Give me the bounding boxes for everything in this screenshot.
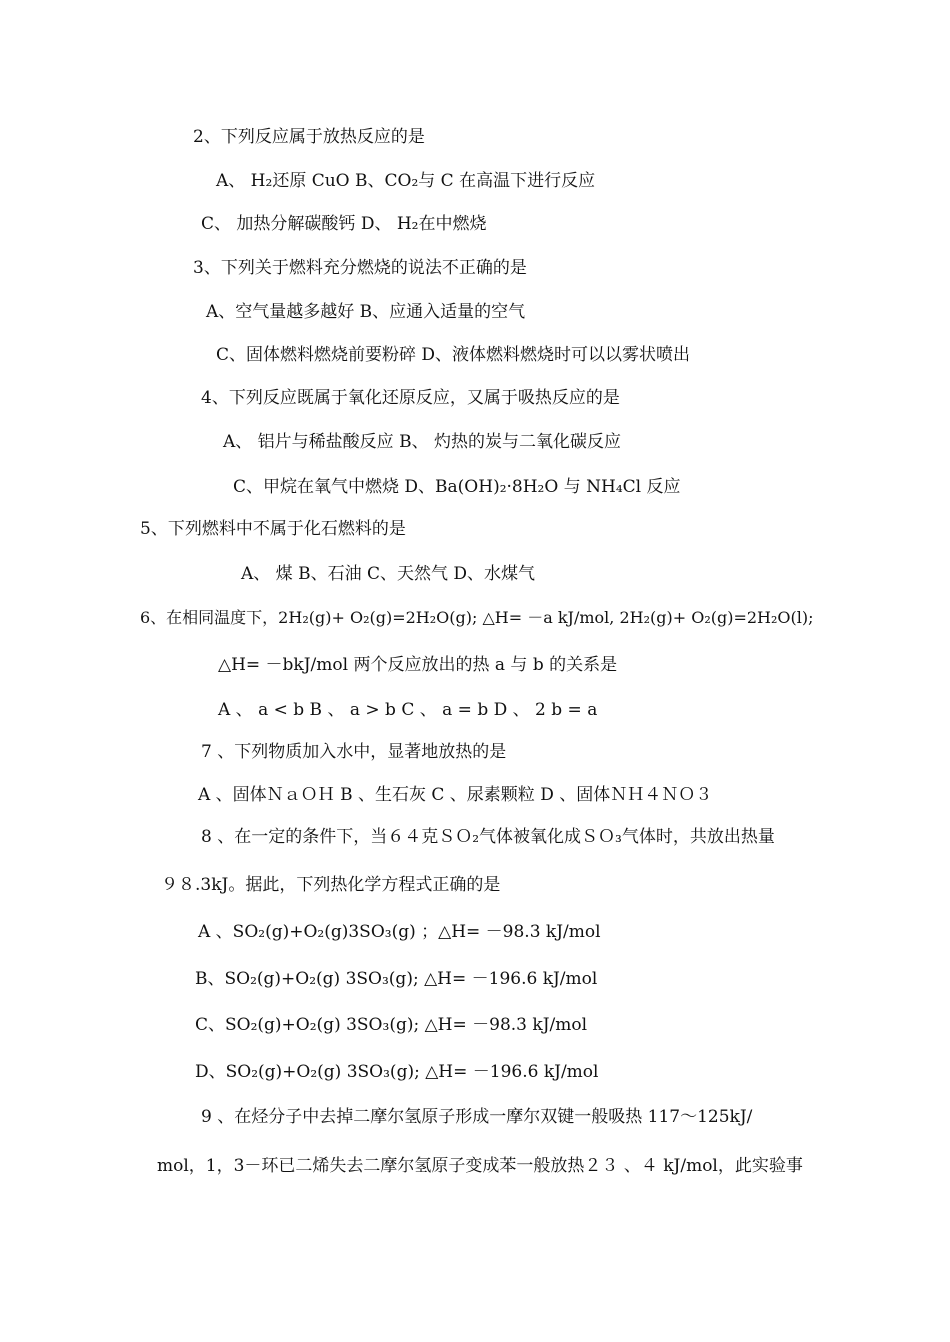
question-8-option-b: B、SO₂(g)+O₂(g) 3SO₃(g); △H= －196.6 kJ/mol (195, 969, 598, 989)
question-5-options: A、 煤 B、石油 C、天然气 D、水煤气 (241, 564, 536, 584)
question-4-options-cd: C、甲烷在氧气中燃烧 D、Ba(OH)₂·8H₂O 与 NH₄Cl 反应 (233, 477, 681, 497)
question-7-options: A 、固体ＮａＯＨ B 、生石灰 C 、尿素颗粒 D 、固体ＮＨ４ＮＯ３ (198, 785, 713, 805)
question-6-options: A 、 a < b B 、 a > b C 、 a = b D 、 2 b = a (218, 700, 598, 720)
question-5: 5、下列燃料中不属于化石燃料的是 (140, 519, 406, 539)
question-4: 4、下列反应既属于氧化还原反应，又属于吸热反应的是 (201, 388, 620, 408)
question-3: 3、下列关于燃料充分燃烧的说法不正确的是 (193, 258, 527, 278)
question-8-option-c: C、SO₂(g)+O₂(g) 3SO₃(g); △H= －98.3 kJ/mol (195, 1015, 588, 1035)
question-9: 9 、在烃分子中去掉二摩尔氢原子形成一摩尔双键一般吸热 117～125kJ/ (201, 1107, 753, 1127)
question-4-options-ab: A、 铝片与稀盐酸反应 B、 灼热的炭与二氧化碳反应 (223, 432, 621, 452)
question-9-continued: mol，1，3－环已二烯失去二摩尔氢原子变成苯一般放热２３ 、４ kJ/mol，此实验事 (157, 1156, 803, 1176)
question-3-options-cd: C、固体燃料燃烧前要粉碎 D、液体燃料燃烧时可以以雾状喷出 (216, 345, 691, 365)
question-7: 7 、下列物质加入水中，显著地放热的是 (201, 742, 507, 762)
question-8-continued: ９８.3kJ。据此，下列热化学方程式正确的是 (161, 875, 501, 895)
question-3-options-ab: A、空气量越多越好 B、应通入适量的空气 (206, 302, 526, 322)
question-2-options-cd: C、 加热分解碳酸钙 D、 H₂在中燃烧 (201, 214, 487, 234)
question-6: 6、在相同温度下，2H₂(g)+ O₂(g)=2H₂O(g); △H= －a kJ/mol, 2H₂(g)+ O₂(g)=2H₂O(l); (140, 608, 814, 627)
question-2: 2、下列反应属于放热反应的是 (193, 127, 425, 147)
question-8-option-a: A 、SO₂(g)+O₂(g)3SO₃(g) ；△H= －98.3 kJ/mol (198, 922, 601, 942)
question-6-continued: △H= －bkJ/mol 两个反应放出的热 a 与 b 的关系是 (218, 655, 618, 675)
question-8-option-d: D、SO₂(g)+O₂(g) 3SO₃(g); △H= －196.6 kJ/mol (195, 1062, 599, 1082)
question-8: 8 、在一定的条件下，当６４克ＳＯ₂气体被氧化成ＳＯ₃气体时，共放出热量 (201, 827, 775, 847)
question-2-options-ab: A、 H₂还原 CuO B、CO₂与 C 在高温下进行反应 (216, 171, 596, 191)
